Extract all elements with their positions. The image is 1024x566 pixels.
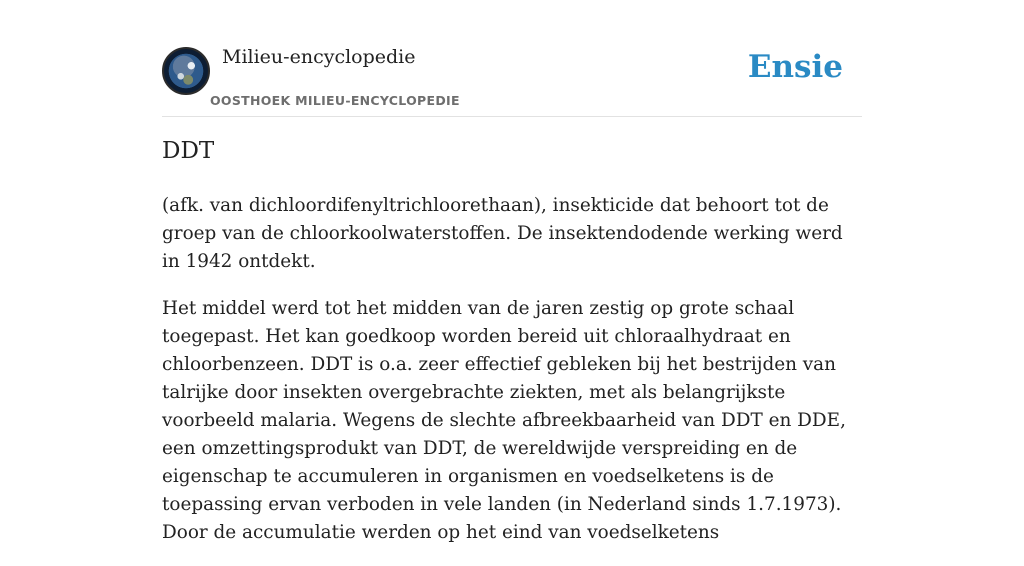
- article-body: [162, 192, 862, 566]
- site-header: [162, 46, 862, 117]
- article-title: DDT: [162, 138, 215, 164]
- earth-globe-icon[interactable]: [162, 47, 210, 95]
- article-paragraph: Het middel werd tot het midden van de jaren zestig op grote schaal toegepast. Het kan goedkoop worden bereid uit chloraalhydraat en chloorbenzeen. DDT is o.a. zeer effectief gebleken bij het bestrijden van talrijke door insekten overgebrachte ziekten, met als belangrijkste voorbeeld malaria. Wegens de slechte afbreekbaarheid van DDT en DDE, een omzettingsprodukt van DDT, de wereldwijde verspreiding en de eigenschap te accumuleren in organismen en voedselketens is de toepassing ervan verboden in vele landen (in Nederland sinds 1.7.1973). Door de accumulatie werden op het eind van voedselketens: [162, 298, 846, 543]
- article-paragraph: (afk. van dichloordifenyltrichloorethaan), insekticide dat behoort tot de groep van de chloorkoolwaterstoffen. De insektendodende werking werd in 1942 ontdekt.: [162, 195, 843, 272]
- site-subtitle[interactable]: OOSTHOEK MILIEU-ENCYCLOPEDIE: [210, 93, 460, 108]
- brand-logo-link[interactable]: Ensie: [747, 49, 843, 85]
- site-name[interactable]: Milieu-encyclopedie: [222, 46, 416, 68]
